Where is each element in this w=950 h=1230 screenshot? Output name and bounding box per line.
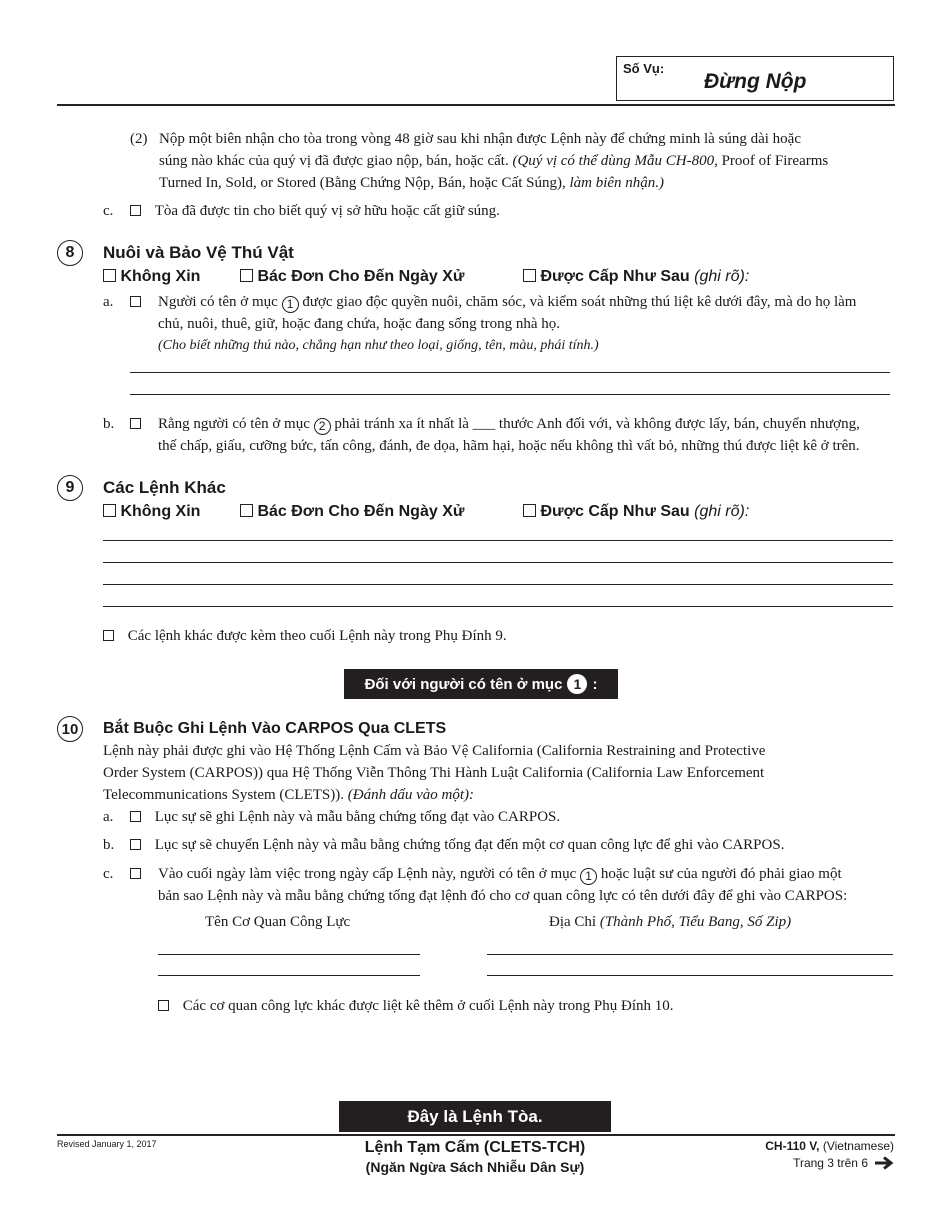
s9-attachment-item [103, 625, 507, 647]
s10-c-line1-post: hoặc luật sư của người đó phải giao một [600, 866, 842, 882]
agency-name-header: Tên Cơ Quan Công Lực [205, 914, 351, 930]
form-title-main: Lệnh Tạm Cấm (CLETS-TCH) [364, 1139, 586, 1156]
s8-b-label: b. [103, 416, 115, 432]
footer-rule [57, 1134, 895, 1136]
s8-b-checkbox[interactable] [130, 418, 141, 429]
s9-denied-label: Bác Đơn Cho Đến Ngày Xử [257, 503, 465, 520]
s8-granted-specify: (ghi rõ): [694, 268, 750, 285]
s10-a-checkbox[interactable] [130, 811, 141, 822]
agency-name-line-2[interactable] [158, 975, 420, 976]
item-2-line-3a: Turned In, Sold, or Stored (Bằng Chứng Nộp, Bán, hoặc Cất Súng), [159, 175, 566, 191]
section-8-options [103, 268, 883, 290]
s8-a-line1-post: được giao độc quyền nuôi, chăm sóc, và kiểm soát những thú liệt kê dưới đây, mà do họ làm [302, 294, 857, 310]
s8-not-requested-checkbox[interactable] [103, 269, 116, 282]
s8-opt-granted[interactable] [523, 268, 749, 286]
s10-c-checkbox[interactable] [130, 868, 141, 879]
s8-a-checkbox[interactable] [130, 296, 141, 307]
s10-c-line1-pre: Vào cuối ngày làm việc trong ngày cấp Lệnh này, người có tên ở mục [158, 866, 577, 882]
page-indicator [793, 1156, 894, 1170]
header-rule [57, 104, 895, 106]
item-2-line-3b: làm biên nhận.) [569, 175, 665, 191]
s9-write-line-2[interactable] [103, 562, 893, 563]
s8-denied-checkbox[interactable] [240, 269, 253, 282]
s10-c-label: c. [103, 866, 114, 882]
section-9-options [103, 503, 883, 525]
s8-denied-label: Bác Đơn Cho Đến Ngày Xử [257, 268, 465, 285]
more-agencies-text: Các cơ quan công lực khác được liệt kê thêm ở cuối Lệnh này trong Phụ Đính 10. [182, 998, 674, 1014]
item-2-line-2a: súng nào khác của quý vị đã được giao nộp, bán, hoặc cất. [159, 153, 509, 169]
s8-a-hint: (Cho biết những thú nào, chẳng hạn như theo loại, giống, tên, màu, phái tính.) [158, 338, 599, 353]
s9-not-requested-label: Không Xin [120, 503, 201, 520]
s8-granted-label: Được Cấp Như Sau [540, 268, 690, 285]
item-2-line-2b: (Quý vị có thể dùng Mẫu CH-800, [512, 153, 718, 169]
section-10-item-a [103, 806, 560, 828]
agency-address-line-1[interactable] [487, 954, 893, 955]
next-page-arrow-icon [874, 1156, 894, 1170]
s10-a-label: a. [103, 809, 114, 825]
s9-not-requested-checkbox[interactable] [103, 504, 116, 517]
item-2-number: (2) [130, 131, 148, 147]
section-10-title: Bắt Buộc Ghi Lệnh Vào CARPOS Qua CLETS [103, 720, 447, 737]
form-code-number: CH-110 V, [765, 1139, 820, 1153]
s10-b-label: b. [103, 837, 115, 853]
agency-name-line-1[interactable] [158, 954, 420, 955]
s8-b-ref: 2 [314, 418, 331, 435]
address-label: Địa Chỉ [549, 914, 597, 930]
s9-granted-checkbox[interactable] [523, 504, 536, 517]
s9-opt-granted[interactable] [523, 503, 749, 521]
s9-granted-label: Được Cấp Như Sau [540, 503, 690, 520]
s10-intro-line3b: (Đánh dấu vào một): [347, 787, 474, 803]
s10-c-line2: bản sao Lệnh này và mẫu bằng chứng tống đạt lệnh đó cho cơ quan công lực có tên dưới đây để ghi vào CARPOS: [158, 888, 848, 904]
s9-granted-specify: (ghi rõ): [694, 503, 750, 520]
item-c-text: Tòa đã được tin cho biết quý vị sở hữu hoặc cất giữ súng. [154, 203, 500, 219]
do-not-file-stamp: Đừng Nộp [704, 70, 807, 93]
section-10-intro [103, 740, 765, 806]
section-8-number: 8 [57, 240, 83, 266]
s8-opt-denied[interactable] [240, 268, 464, 286]
banner-ref: 1 [567, 674, 587, 694]
revision-date: Revised January 1, 2017 [57, 1139, 157, 1149]
section-9-number: 9 [57, 475, 83, 501]
s10-c-ref: 1 [580, 868, 597, 885]
s8-b-line2: thế chấp, giấu, cưỡng bức, tấn công, đánh, đe dọa, hãm hại, hoặc nếu không thì vất bỏ, những thú được liệt kê ở trên. [158, 438, 860, 454]
form-code-language: (Vietnamese) [822, 1139, 894, 1153]
s9-attachment-text: Các lệnh khác được kèm theo cuối Lệnh này trong Phụ Đính 9. [127, 628, 507, 644]
s9-write-line-3[interactable] [103, 584, 893, 585]
more-agencies-item [158, 995, 674, 1017]
firearms-item-c [103, 200, 500, 222]
s8-opt-not-requested[interactable] [103, 268, 200, 286]
s8-a-line1-pre: Người có tên ở mục [158, 294, 278, 310]
s10-intro-line3a: Telecommunications System (CLETS)). [103, 787, 344, 803]
s8-a-write-line-1[interactable] [130, 372, 890, 373]
s10-a-text: Lục sự sẽ ghi Lệnh này và mẫu bằng chứng tống đạt vào CARPOS. [154, 809, 561, 825]
s10-intro-line1: Lệnh này phải được ghi vào Hệ Thống Lệnh Cấm và Bảo Vệ California (California Restraining and Protective [103, 743, 766, 759]
page-number: Trang 3 trên 6 [793, 1156, 868, 1170]
agency-address-header [549, 914, 791, 931]
case-number-label: Số Vụ: [623, 61, 665, 76]
s10-b-checkbox[interactable] [130, 839, 141, 850]
restrained-person-banner [344, 669, 618, 699]
address-hint: (Thành Phố, Tiểu Bang, Số Zip) [599, 914, 792, 930]
section-10-number: 10 [57, 716, 83, 742]
s8-granted-checkbox[interactable] [523, 269, 536, 282]
s10-intro-line2: Order System (CARPOS)) qua Hệ Thống Viễn Thông Thi Hành Luật California (California Law Enforcement [103, 765, 765, 781]
s8-a-line2: chủ, nuôi, thuê, giữ, hoặc đang chứa, hoặc đang sống trong nhà họ. [158, 316, 560, 332]
s8-b-line1-pre: Rằng người có tên ở mục [158, 416, 310, 432]
s8-a-label: a. [103, 294, 114, 310]
item-2-line-2c: Proof of Firearms [721, 153, 829, 169]
section-8-title: Nuôi và Bảo Vệ Thú Vật [103, 243, 294, 262]
s9-opt-denied[interactable] [240, 503, 464, 521]
agency-address-line-2[interactable] [487, 975, 893, 976]
s9-write-line-4[interactable] [103, 606, 893, 607]
court-order-banner: Đây là Lệnh Tòa. [339, 1101, 611, 1132]
s8-a-write-line-2[interactable] [130, 394, 890, 395]
section-9-title: Các Lệnh Khác [103, 478, 226, 497]
s8-not-requested-label: Không Xin [120, 268, 201, 285]
s8-a-ref: 1 [282, 296, 299, 313]
s9-opt-not-requested[interactable] [103, 503, 200, 521]
s9-write-line-1[interactable] [103, 540, 893, 541]
s10-b-text: Lục sự sẽ chuyển Lệnh này và mẫu bằng chứng tống đạt đến một cơ quan công lực để ghi vào CARPOS. [154, 837, 785, 853]
more-agencies-checkbox[interactable] [158, 1000, 169, 1011]
form-title [300, 1139, 650, 1175]
item-2-line-1: Nộp một biên nhận cho tòa trong vòng 48 giờ sau khi nhận được Lệnh này để chứng minh là súng dài hoặc [159, 131, 801, 147]
case-number-box [616, 56, 894, 101]
banner-text: Đối với người có tên ở mục [364, 675, 563, 693]
s9-denied-checkbox[interactable] [240, 504, 253, 517]
item-c-checkbox[interactable] [130, 205, 141, 216]
s9-attachment-checkbox[interactable] [103, 630, 114, 641]
section-10-item-b [103, 834, 784, 856]
s8-b-line1-post: phải tránh xa ít nhất là ___ thước Anh đối với, và không được lấy, bán, chuyển nhượng, [334, 416, 860, 432]
item-c-label: c. [103, 203, 114, 219]
form-code [765, 1139, 894, 1153]
banner-colon: : [592, 675, 598, 693]
form-title-sub: (Ngăn Ngừa Sách Nhiễu Dân Sự) [365, 1159, 585, 1175]
